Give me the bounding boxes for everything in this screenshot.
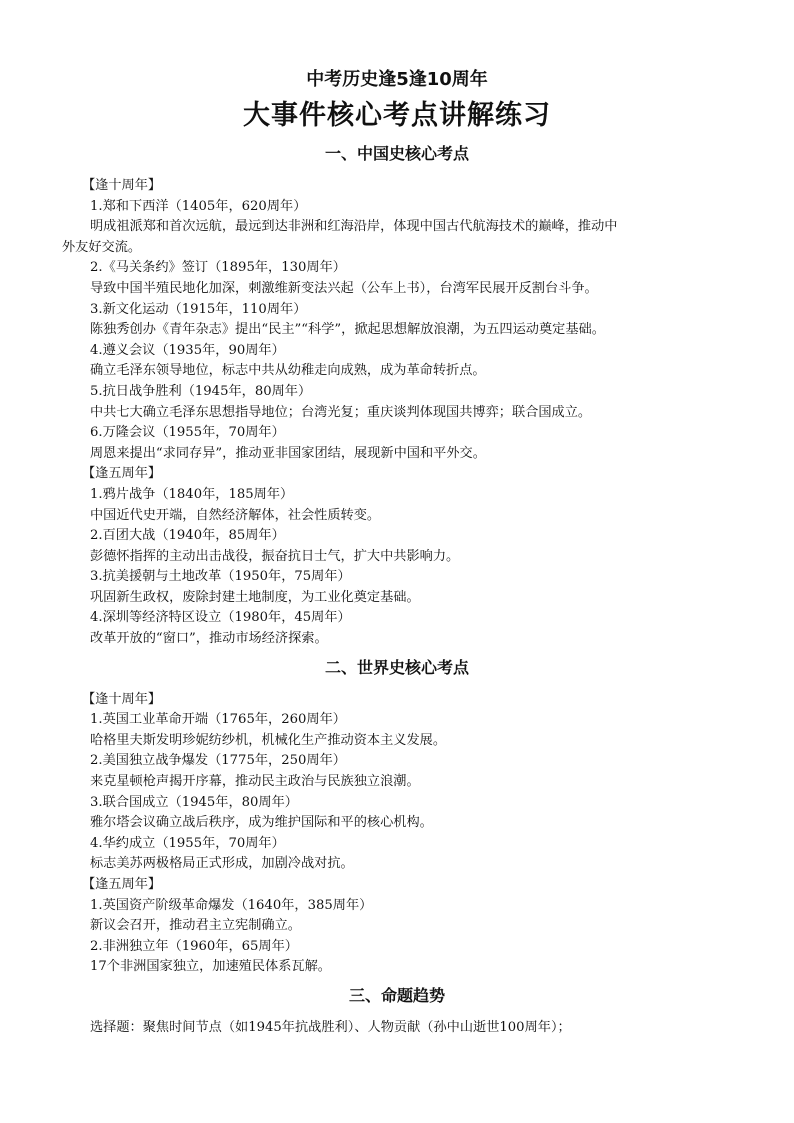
item-desc: 标志美苏两极格局正式形成，加剧冷战对抗。 xyxy=(90,856,354,872)
item-title: 1.英国工业革命开端（1765年，260周年） xyxy=(90,712,346,728)
item-title: 4.遵义会议（1935年，90周年） xyxy=(90,342,285,358)
item-desc: 新议会召开，推动君主立宪制确立。 xyxy=(90,918,301,934)
tag-ten-year: 【逢十周年】 xyxy=(82,691,162,707)
item-title: 1.郑和下西洋（1405年，620周年） xyxy=(90,198,307,214)
item-desc: 周恩来提出“求同存异”，推动亚非国家团结，展现新中国和平外交。 xyxy=(90,445,486,461)
item-desc-continued: 外友好交流。 xyxy=(62,239,142,255)
trend-text: 选择题：聚焦时间节点（如1945年抗战胜利）、人物贡献（孙中山逝世100周年）； xyxy=(90,1019,571,1035)
tag-ten-year: 【逢十周年】 xyxy=(82,178,162,193)
item-desc: 明成祖派郑和首次远航，最远到达非洲和红海沿岸，体现中国古代航海技术的巅峰，推动中 xyxy=(90,219,618,235)
item-title: 1.鸦片战争（1840年，185周年） xyxy=(90,486,294,502)
item-desc: 来克星顿枪声揭开序幕，推动民主政治与民族独立浪潮。 xyxy=(90,774,420,790)
item-title: 5.抗日战争胜利（1945年，80周年） xyxy=(90,383,312,399)
item-title: 2.美国独立战争爆发（1775年，250周年） xyxy=(90,753,346,769)
item-title: 2.非洲独立年（1960年，65周年） xyxy=(90,938,298,954)
item-desc: 中共七大确立毛泽东思想指导地位；台湾光复；重庆谈判体现国共博弈；联合国成立。 xyxy=(90,404,592,420)
section-heading-trend: 三、命题趋势 xyxy=(348,985,445,1005)
item-title: 3.联合国成立（1945年，80周年） xyxy=(90,794,298,810)
section-heading-china: 一、中国史核心考点 xyxy=(324,144,469,163)
item-desc: 导致中国半殖民地化加深，刺激维新变法兴起（公车上书），台湾军民展开反割台斗争。 xyxy=(90,280,598,296)
section-heading-world: 二、世界史核心考点 xyxy=(324,657,469,677)
tag-five-year: 【逢五周年】 xyxy=(82,466,162,482)
item-title: 2.百团大战（1940年，85周年） xyxy=(90,528,285,544)
item-title: 4.华约成立（1955年，70周年） xyxy=(90,835,285,851)
item-title: 1.英国资产阶级革命爆发（1640年，385周年） xyxy=(90,897,373,913)
item-desc: 改革开放的“窗口”，推动市场经济探索。 xyxy=(90,631,328,647)
item-desc: 陈独秀创办《青年杂志》提出“民主”“科学”，掀起思想解放浪潮，为五四运动奠定基础。 xyxy=(90,322,605,338)
item-desc: 中国近代史开端，自然经济解体，社会性质转变。 xyxy=(90,507,381,523)
item-desc: 彭德怀指挥的主动出击战役，振奋抗日士气，扩大中共影响力。 xyxy=(90,548,460,564)
item-title: 3.抗美援朝与土地改革（1950年，75周年） xyxy=(90,569,351,585)
item-desc: 哈格里夫斯发明珍妮纺纱机，机械化生产推动资本主义发展。 xyxy=(90,732,447,748)
tag-five-year: 【逢五周年】 xyxy=(82,877,162,892)
document-subtitle: 中考历史逢5逢10周年 xyxy=(306,69,488,90)
item-desc: 确立毛泽东领导地位，标志中共从幼稚走向成熟，成为革命转折点。 xyxy=(90,363,486,379)
item-title: 6.万隆会议（1955年，70周年） xyxy=(90,425,285,441)
item-title: 4.深圳等经济特区设立（1980年，45周年） xyxy=(90,610,351,626)
item-desc: 巩固新生政权，废除封建土地制度，为工业化奠定基础。 xyxy=(90,589,420,605)
item-title: 3.新文化运动（1915年，110周年） xyxy=(90,301,307,317)
item-desc: 17个非洲国家独立，加速殖民体系瓦解。 xyxy=(90,959,331,975)
item-desc: 雅尔塔会议确立战后秩序，成为维护国际和平的核心机构。 xyxy=(90,815,433,831)
document-title: 大事件核心考点讲解练习 xyxy=(243,100,551,131)
item-title: 2.《马关条约》签订（1895年，130周年） xyxy=(90,260,346,276)
